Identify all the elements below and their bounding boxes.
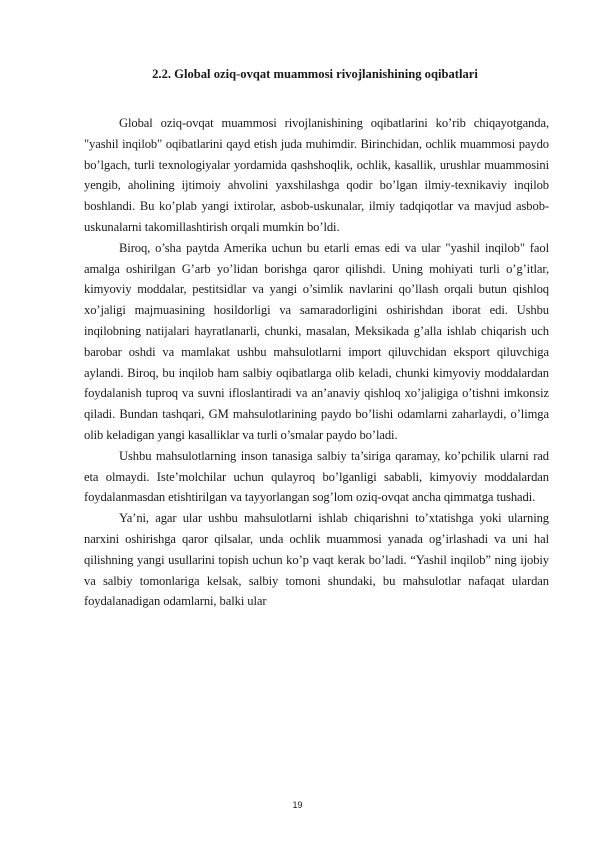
paragraph: Global oziq-ovqat muammosi rivojlanishining oqibatlarini ko’rib chiqayotganda, "yashil inqilob" oqibatlarini qayd etish juda muhimdir. Birinchidan, ochlik muammosi paydo bo’lgach, turli texnologiyalar yordamida qashshoqlik, ochlik, kasallik, urushlar muammosini yengib, aholining ijtimoiy ahvolini yaxshilashga qodir bo’lgan ilmiy-texnikaviy inqilob boshlandi. Bu ko’plab yangi ixtirolar, asbob-uskunalar, ilmiy tadqiqotlar va mavjud asbob-uskunalarni takomillashtirish orqali mumkin bo’ldi.: [84, 116, 549, 234]
section-heading: 2.2. Global oziq-ovqat muammosi rivojlanishining oqibatlari: [152, 67, 478, 81]
paragraph: Biroq, o’sha paytda Amerika uchun bu etarli emas edi va ular "yashil inqilob" faol amalga oshirilgan G’arb yo’lidan borishga qaror qilishdi. Uning mohiyati turli o’g’itlar, kimyoviy moddalar, pestitsidlar va yangi o’simlik navlarini qo’llash orqali butun qishloq xo’jaligi majmuasining hosildorligi va samaradorligini oshirishdan iborat edi. Ushbu inqilobning natijalari hayratlanarli, chunki, masalan, Meksikada g’alla ishlab chiqarish uch barobar oshdi va mamlakat ushbu mahsulotlarni import qiluvchidan eksport qiluvchiga aylandi. Biroq, bu inqilob ham salbiy oqibatlarga olib keladi, chunki kimyoviy moddalardan foydalanish tuproq va suvni ifloslantiradi va an’anaviy qishloq xo’jaligiga o’tishni imkonsiz qiladi. Bundan tashqari, GM mahsulotlarining paydo bo’lishi odamlarni zaharlaydi, o’limga olib keladigan yangi kasalliklar va turli o’smalar paydo bo’ladi.: [84, 240, 549, 442]
paragraph: Ushbu mahsulotlarning inson tanasiga salbiy ta’siriga qaramay, ko’pchilik ularni rad eta olmaydi. Iste’molchilar uchun qulayroq bo’lganligi sababli, kimyoviy moddalardan foydalanmasdan etishtirilgan va tayyorlangan sog’lom oziq-ovqat ancha qimmatga tushadi.: [84, 448, 549, 505]
page-number: 19: [292, 800, 303, 810]
paragraph: Ya’ni, agar ular ushbu mahsulotlarni ishlab chiqarishni to’xtatishga yoki ularning narxini oshirishga qaror qilsalar, unda ochlik muammosi yanada og’irlashadi va uni hal qilishning yangi usullarini topish uchun ko’p vaqt kerak bo’ladi. “Yashil inqilob” ning ijobiy va salbiy tomonlariga kelsak, salbiy tomoni shundaki, bu mahsulotlar nafaqat ulardan foydalanadigan odamlarni, balki ular: [84, 511, 549, 609]
body-text: [84, 113, 549, 612]
